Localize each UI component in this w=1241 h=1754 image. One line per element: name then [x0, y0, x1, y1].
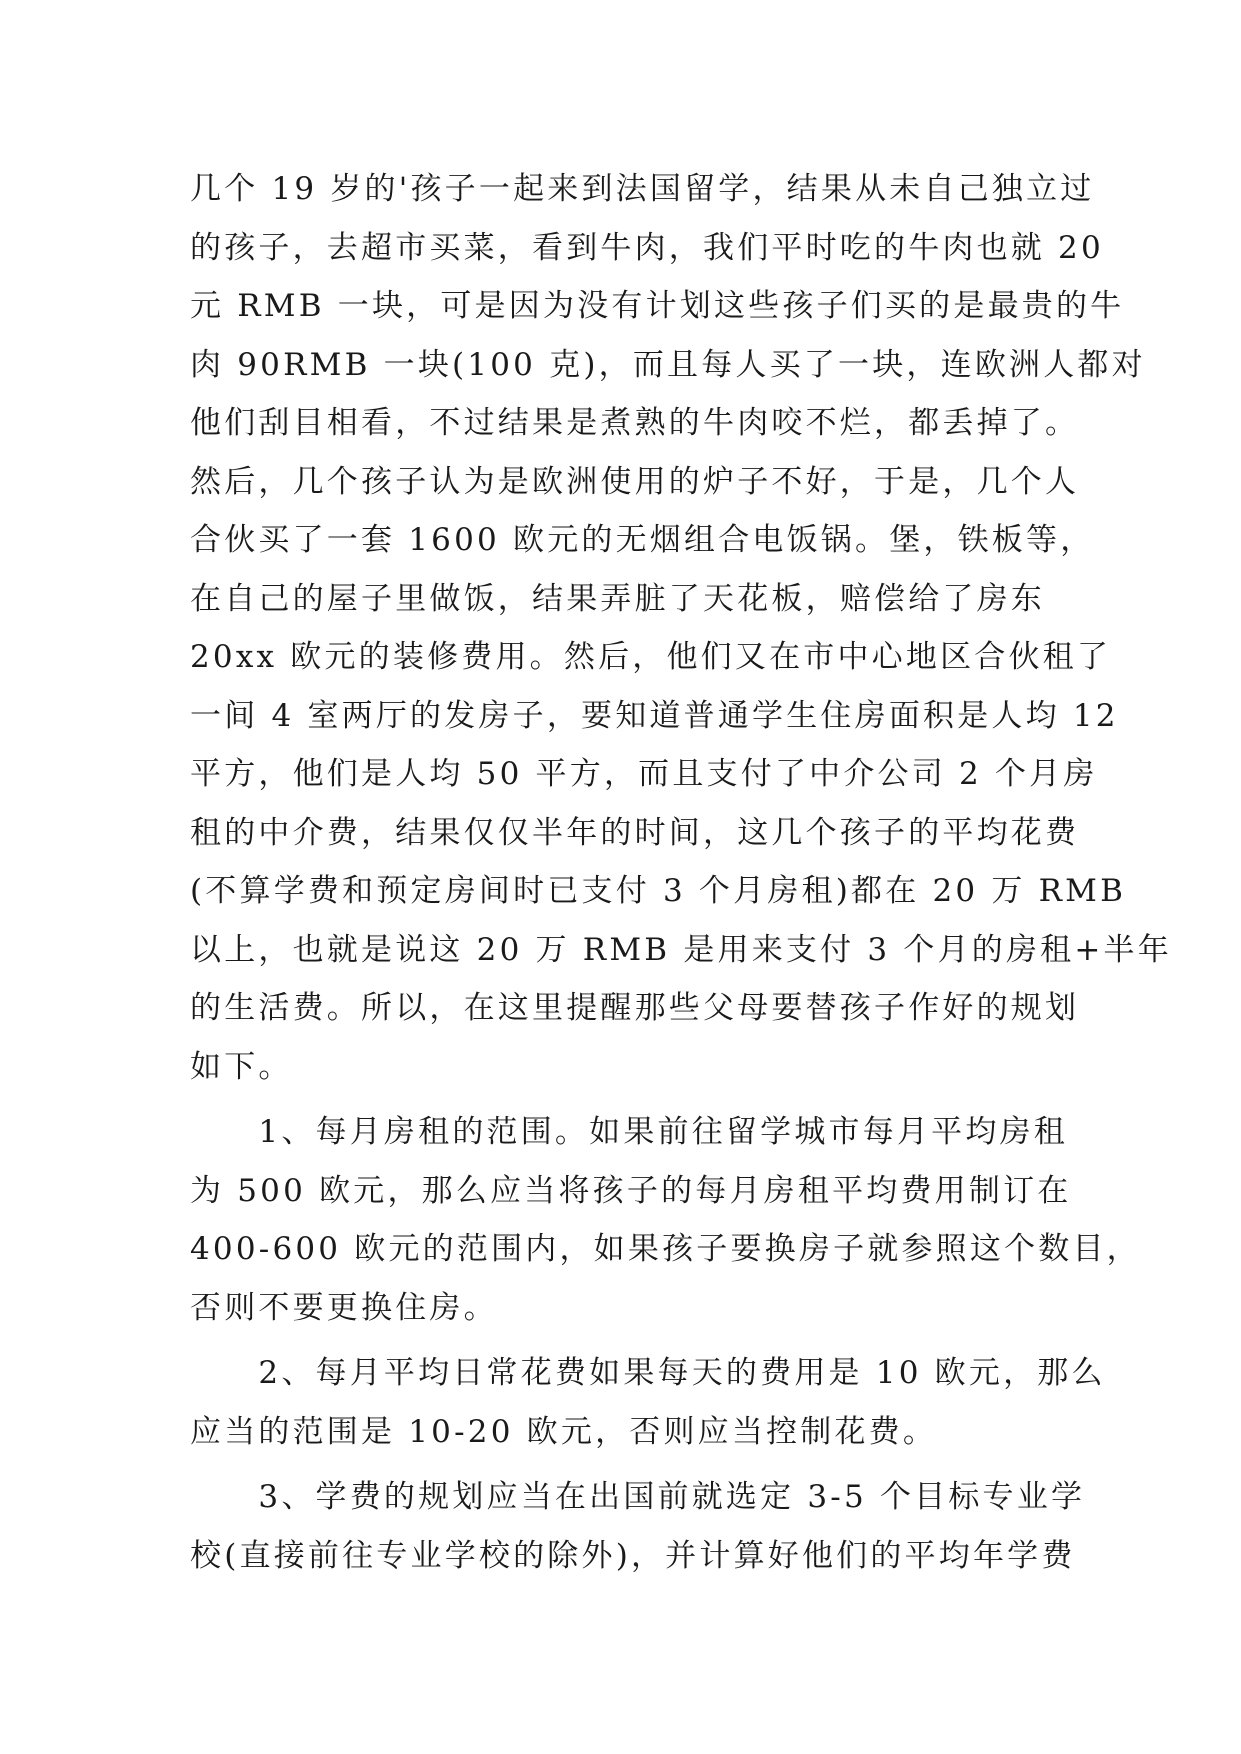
- paragraph-spacer: [190, 1096, 1060, 1103]
- text-line: 肉 90RMB 一块(100 克)，而且每人买了一块，连欧洲人都对: [190, 346, 1146, 383]
- text-line: 的孩子，去超市买菜，看到牛肉，我们平时吃的牛肉也就 20: [190, 229, 1104, 266]
- text-line: 几个 19 岁的'孩子一起来到法国留学，结果从未自己独立过: [190, 171, 1095, 207]
- text-line: 2、每月平均日常花费如果每天的费用是 10 欧元，那么: [190, 1355, 1106, 1391]
- text-line: 为 500 欧元，那么应当将孩子的每月房租平均费用制订在: [190, 1172, 1072, 1209]
- text-line: 平方，他们是人均 50 平方，而且支付了中介公司 2 个月房: [190, 756, 1098, 792]
- paragraph-spacer: [190, 1337, 1060, 1344]
- text-line: 3、学费的规划应当在出国前就选定 3-5 个目标专业学: [190, 1479, 1086, 1515]
- text-line: (不算学费和预定房间时已支付 3 个月房租)都在 20 万 RMB: [190, 873, 1127, 909]
- text-line: 校(直接前往专业学校的除外)，并计算好他们的平均年学费: [190, 1537, 1076, 1574]
- text-line: 以上，也就是说这 20 万 RMB 是用来支付 3 个月的房租+半年: [190, 931, 1172, 968]
- text-line: 400-600 欧元的范围内，如果孩子要换房子就参照这个数目，: [190, 1231, 1141, 1267]
- text-line: 20xx 欧元的装修费用。然后，他们又在市中心地区合伙租了: [190, 639, 1112, 675]
- text-line: 一间 4 室两厅的发房子，要知道普通学生住房面积是人均 12: [190, 697, 1119, 734]
- paragraph-spacer: [190, 1461, 1060, 1468]
- text-line: 租的中介费，结果仅仅半年的时间，这几个孩子的平均花费: [190, 814, 1080, 851]
- text-line: 如下。: [190, 1048, 293, 1085]
- text-line: 元 RMB 一块，可是因为没有计划这些孩子们买的是最贵的牛: [190, 288, 1125, 324]
- text-line: 他们刮目相看，不过结果是煮熟的牛肉咬不烂，都丢掉了。: [190, 405, 1080, 441]
- text-line: 合伙买了一套 1600 欧元的无烟组合电饭锅。堡，铁板等，: [190, 522, 1095, 558]
- text-line: 应当的范围是 10-20 欧元，否则应当控制花费。: [190, 1413, 938, 1450]
- text-line: 否则不要更换住房。: [190, 1289, 498, 1326]
- text-line: 的生活费。所以，在这里提醒那些父母要替孩子作好的规划: [190, 990, 1080, 1026]
- text-line: 然后，几个孩子认为是欧洲使用的炉子不好，于是，几个人: [190, 463, 1080, 500]
- body-text: [190, 160, 1172, 1585]
- text-line: 在自己的屋子里做饭，结果弄脏了天花板，赔偿给了房东: [190, 580, 1045, 617]
- text-line: 1、每月房租的范围。如果前往留学城市每月平均房租: [190, 1114, 1068, 1150]
